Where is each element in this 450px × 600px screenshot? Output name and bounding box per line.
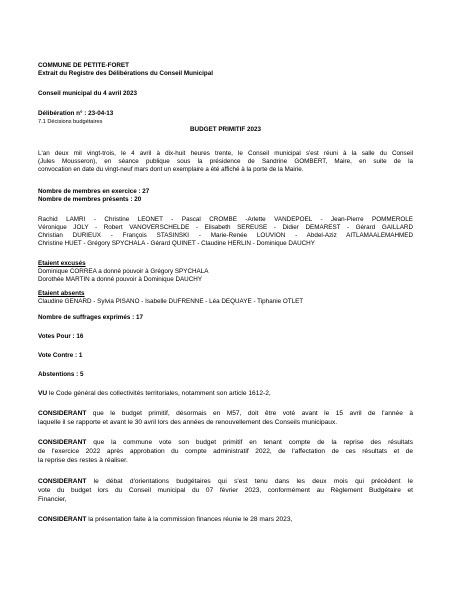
vu-paragraph [38, 390, 413, 398]
considerant-lead: CONSIDÉRANT [38, 439, 87, 446]
excused-item: Dorothée MARTIN a donné pouvoir à Dominique DAUCHY [38, 276, 203, 283]
document-title: BUDGET PRIMITIF 2023 [189, 126, 262, 133]
considerant-text: la reprise des restes à réaliser. [38, 457, 128, 464]
present-members-line: Christine HUET - Grégory SPYCHALA - Gérard QUINET - Claudine HERLIN - Dominique DAUCHY [38, 240, 315, 247]
absent-heading: Étaient absents [38, 290, 85, 297]
vu-text: le Code général des collectivités territoriales, notamment son article 1612-2, [47, 390, 271, 397]
intro-line: (Jules Mousseron), en séance publique sous la présidence de Sandrine GOMBERT, Maire, en suite de la [38, 158, 413, 165]
considerant-text: que la commune vote son budget primitif en tenant compte de la reprise des résultats [86, 439, 413, 446]
considerant-text: de l'exercice 2022 après approbation du compte administratif 2022, de l'affectation de ces résultats et de [38, 448, 413, 455]
present-members-line: Véronique JOLY - Robert VANOVERSCHELDE - Elisabeth SEREUSE - Didier DEMAREST - Gérard GAILLARD [38, 224, 413, 231]
considerant-lead: CONSIDÉRANT [38, 478, 87, 485]
considerant-paragraph [38, 439, 413, 447]
vu-lead: VU [38, 390, 48, 397]
absent-item: Claudine GENARD - Sylvia PISANO - Isabelle DUFRENNE - Léa DEQUAYE - Tiphanie OTLET [38, 298, 304, 305]
deliberation-number: Délibération n° : 23-04-13 [38, 110, 114, 117]
votes-cast: Nombre de suffrages exprimés : 17 [38, 314, 143, 321]
excused-heading: Étaient excusés [38, 260, 86, 267]
council-date: Conseil municipal du 4 avril 2023 [38, 90, 138, 97]
commune-name: COMMUNE DE PETITE-FORET [38, 62, 129, 69]
considerant-paragraph [38, 478, 413, 486]
abstentions: Abstentions : 5 [38, 371, 84, 378]
intro-line: L'an deux mil vingt-trois, le 4 avril à dix-huit heures trente, le Conseil municipal s'est réuni à la salle du Conseil [38, 150, 413, 157]
intro-line: convocation en date du vingt-neuf mars dont un exemplaire a été affiché à la porte de la Mairie. [38, 166, 304, 173]
votes-against: Vote Contre : 1 [38, 352, 83, 359]
considerant-text: laquelle il se rapporte et avant le 30 avril lors des années de renouvellement des Conseils municipaux. [38, 419, 338, 426]
considerant-text: que le budget primitif, désormais en M57, doit être voté avant le 15 avril de l'année à [86, 410, 413, 417]
present-members-line: Christian DURIEUX - François STASINSKI - Marie-Renée LOUVION - Abdel-Aziz AITLAMAALEMAHMED [38, 232, 413, 239]
register-extract: Extrait du Registre des Délibérations du Conseil Municipal [38, 70, 213, 77]
considerant-paragraph [38, 410, 413, 418]
votes-for: Votes Pour : 16 [38, 333, 84, 340]
considerant-lead: CONSIDÉRANT [38, 516, 87, 523]
considerant-text: Financier, [38, 496, 67, 503]
members-in-office: Nombre de membres en exercice : 27 [38, 188, 150, 195]
deliberation-category: 7.1 Décisions budgétaires [38, 119, 103, 125]
excused-item: Dominique CORREA a donné pouvoir à Grégory SPYCHALA [38, 268, 209, 275]
considerant-text: le débat d'orientations budgétaires qui s'est tenu dans les deux mois qui précèdent le [86, 478, 413, 485]
members-present: Nombre de membres présents : 20 [38, 196, 142, 203]
considerant-lead: CONSIDÉRANT [38, 410, 87, 417]
present-members-line: Rachid LAMRI - Christine LEONET - Pascal CROMBE -Arlette VANDEPOEL - Jean-Pierre POMMEROLE [38, 216, 413, 223]
considerant-text: la présentation faite à la commission finances réunie le 28 mars 2023, [86, 516, 293, 523]
considerant-paragraph [38, 516, 413, 524]
considerant-text: vote du budget lors du Conseil municipal du 07 février 2023, conformément au Règlement Budgétaire et [38, 487, 413, 494]
